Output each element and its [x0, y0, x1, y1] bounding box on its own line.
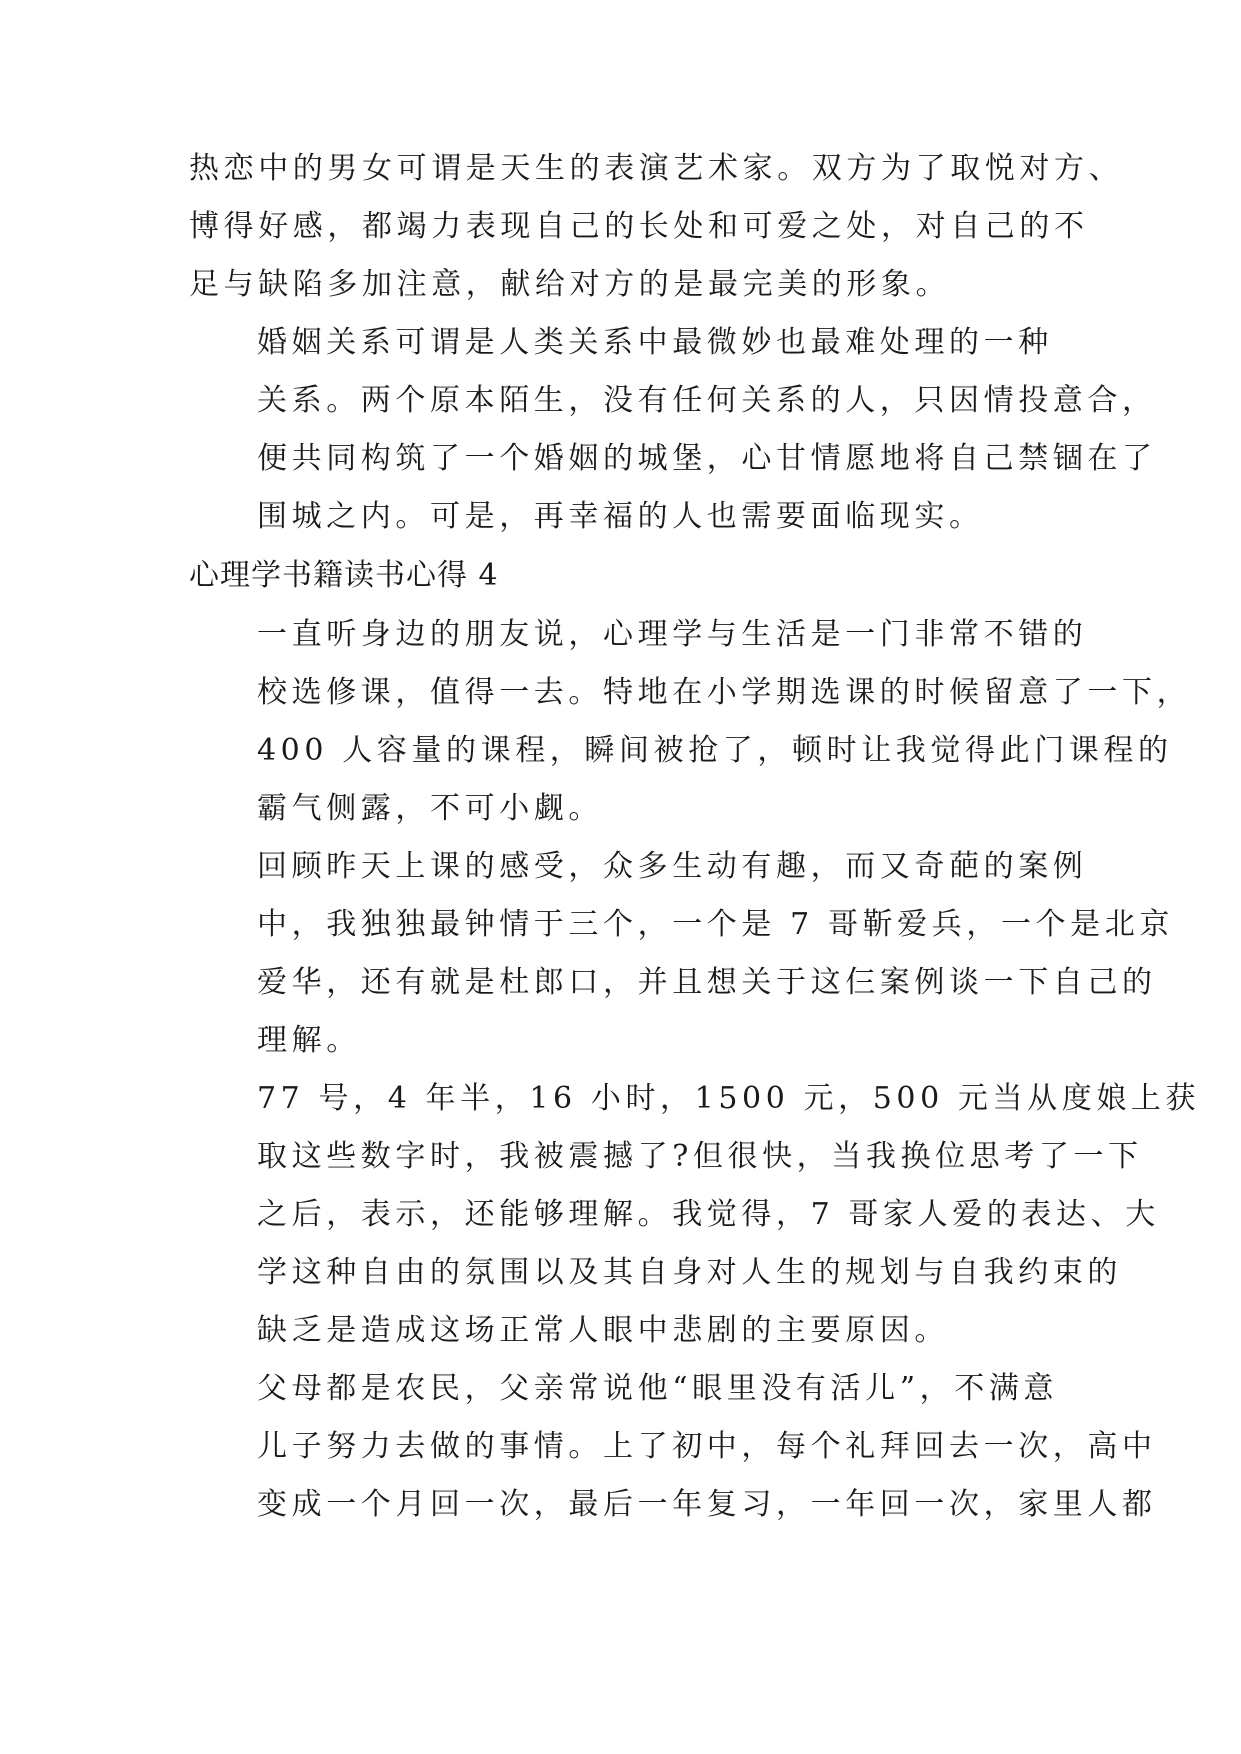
text-line: 缺乏是造成这场正常人眼中悲剧的主要原因。 — [257, 1313, 949, 1348]
text-line: 一直听身边的朋友说，心理学与生活是一门非常不错的 — [257, 617, 1088, 652]
text-line: 热恋中的男女可谓是天生的表演艺术家。双方为了取悦对方、 — [189, 151, 1124, 186]
paragraph-parents — [189, 1360, 1157, 1534]
text-line: 变成一个月回一次，最后一年复习，一年回一次，家里人都 — [257, 1487, 1157, 1522]
text-line: 爱华，还有就是杜郎口，并且想关于这仨案例谈一下自己的 — [257, 965, 1157, 1000]
text-line: 学这种自由的氛围以及其自身对人生的规划与自我约束的 — [257, 1255, 1122, 1290]
text-line: 理解。 — [257, 1023, 361, 1058]
text-line: 儿子努力去做的事情。上了初中，每个礼拜回去一次，高中 — [257, 1429, 1157, 1464]
paragraph-marriage-relationship — [189, 314, 1157, 546]
text-line: 77 号，4 年半，16 小时，1500 元，500 元当从度娘上获 — [257, 1081, 1201, 1116]
section-heading — [189, 547, 1089, 605]
heading-text: 心理学书籍读书心得 4 — [189, 558, 499, 593]
text-line: 博得好感，都竭力表现自己的长处和可爱之处，对自己的不 — [189, 209, 1089, 244]
text-line: 400 人容量的课程，瞬间被抢了，顿时让我觉得此门课程的 — [257, 733, 1173, 768]
text-line: 回顾昨天上课的感受，众多生动有趣，而又奇葩的案例 — [257, 849, 1088, 884]
document-body — [189, 140, 1201, 1534]
paragraph-class-review — [189, 838, 1174, 1070]
text-line: 霸气侧露，不可小觑。 — [257, 791, 603, 826]
paragraph-course-intro — [189, 606, 1192, 838]
text-line: 校选修课，值得一去。特地在小学期选课的时候留意了一下， — [257, 675, 1192, 710]
text-line: 围城之内。可是，再幸福的人也需要面临现实。 — [257, 499, 984, 534]
paragraph-passionate-love — [189, 140, 1124, 314]
text-line: 足与缺陷多加注意，献给对方的是最完美的形象。 — [189, 267, 951, 302]
text-line: 关系。两个原本陌生，没有任何关系的人，只因情投意合， — [257, 383, 1157, 418]
paragraph-case-numbers — [189, 1070, 1201, 1360]
text-line: 中，我独独最钟情于三个，一个是 7 哥靳爱兵，一个是北京 — [257, 907, 1174, 942]
text-line: 之后，表示，还能够理解。我觉得，7 哥家人爱的表达、大 — [257, 1197, 1160, 1232]
text-line: 取这些数字时，我被震撼了?但很快，当我换位思考了一下 — [257, 1139, 1143, 1174]
text-line: 便共同构筑了一个婚姻的城堡，心甘情愿地将自己禁锢在了 — [257, 441, 1157, 476]
text-line: 父母都是农民，父亲常说他“眼里没有活儿”，不满意 — [257, 1371, 1059, 1406]
text-line: 婚姻关系可谓是人类关系中最微妙也最难处理的一种 — [257, 325, 1053, 360]
